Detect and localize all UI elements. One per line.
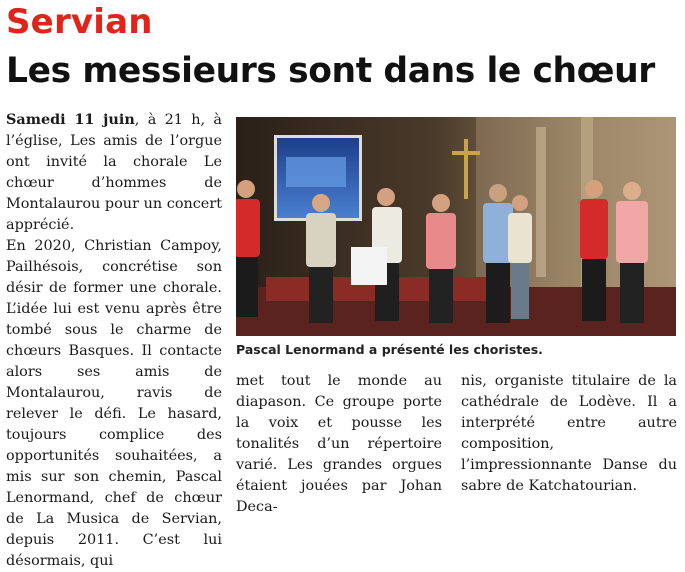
headline: Les messieurs sont dans le chœur <box>6 51 655 91</box>
column-2-text: met tout le monde au diapason. Ce groupe porte la voix et pousse les tonalités d’un répertoire varié. Les grandes orgues étaient jouées par Johan Deca- <box>236 373 442 515</box>
photo-caption: Pascal Lenormand a présenté les choristes. <box>236 342 543 357</box>
paragraph-2: En 2020, Christian Campoy, Pailhésois, concrétise son désir de former une chorale. L’idée lui est venu après être tombé sous le charme de chœurs Basques. Il contacte alors ses amis de Montalaurou, ravis de relever le défi. Le hasard, toujours complice des opportunités souhaitées, a mis sur son chemin, Pascal Lenormand, chef de chœur de La Musica de Servian, depuis 2011. C’est lui désormais, qui <box>6 238 222 569</box>
article-column-3 <box>461 371 677 497</box>
paragraph-1-text: , à 21 h, à l’église, Les amis de l’orgue ont invité la chorale Le chœur d’hommes de Montalaurou pour un concert apprécié. <box>6 112 223 233</box>
paragraph-1 <box>6 109 222 236</box>
lede-date: Samedi 11 juin <box>6 111 135 128</box>
choir-photo <box>236 117 676 336</box>
article-column-2 <box>236 371 442 518</box>
choir-photo-illustration <box>236 117 676 336</box>
article-column-1 <box>6 109 222 572</box>
section-kicker: Servian <box>6 2 153 42</box>
column-3-text: nis, organiste titulaire de la cathédrale de Lodève. Il a interprété entre autre composition, l’impressionnante Danse du sabre de Katchatourian. <box>461 373 677 494</box>
